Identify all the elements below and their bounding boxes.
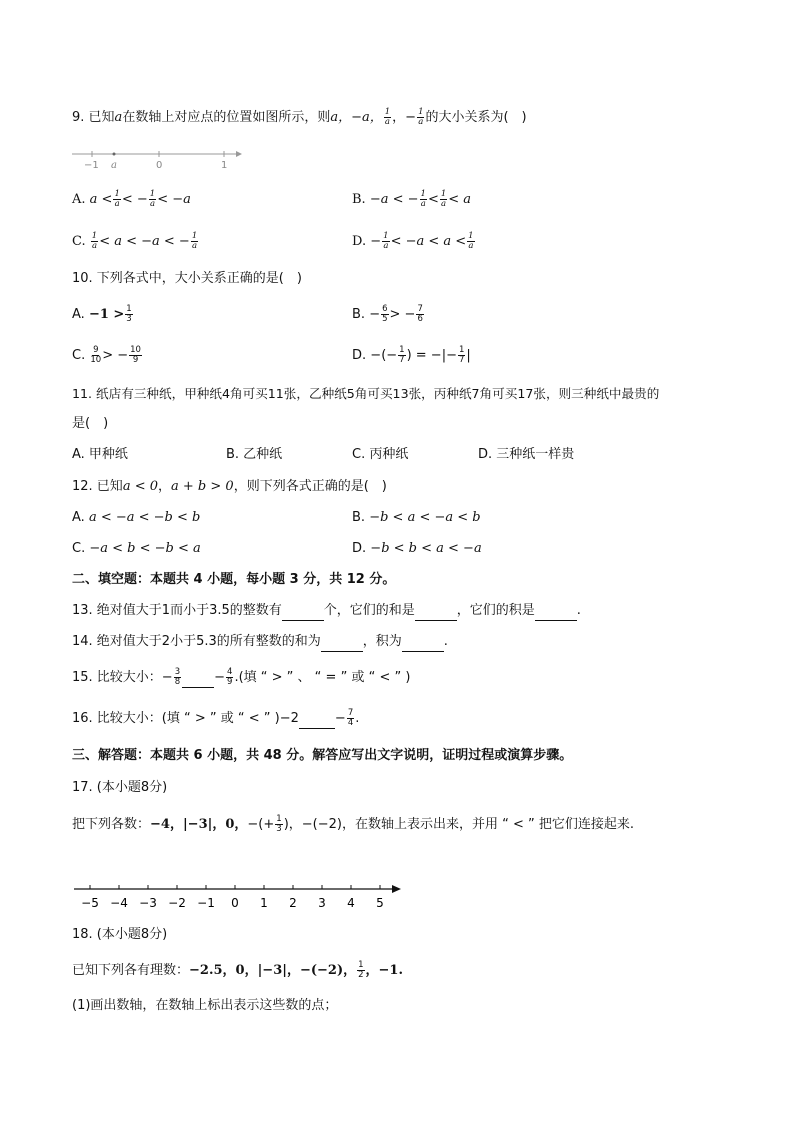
frac-den: 5: [382, 314, 388, 324]
frac: [113, 190, 120, 209]
q9-frac2: [417, 108, 424, 127]
q17-text: ，−(−2)，在数轴上表示出来，并用 “ < ” 把它们连接起来.: [288, 817, 634, 832]
q11-stem-line1: 11. 纸店有三种纸，甲种纸4角可买11张，乙种纸5角可买13张，丙种纸7角可买17张，则三种纸中最贵的: [72, 386, 660, 401]
axis-tick-label: 2: [289, 896, 297, 910]
q14-text: ，积为: [362, 634, 402, 649]
opt-text: −b < a < −a < b: [369, 510, 481, 525]
q14-text: .: [443, 634, 448, 649]
frac-num: 7: [347, 708, 354, 718]
q9-option-c: [72, 232, 199, 252]
q9-var: a: [114, 110, 123, 125]
q17-text: 把下列各数：: [72, 817, 151, 832]
answer-blank[interactable]: [182, 673, 214, 688]
q17-text: −(+: [247, 817, 275, 832]
frac-num: 1: [383, 231, 389, 241]
q12-option-a: [72, 508, 200, 528]
opt-label: C.: [72, 541, 86, 556]
axis-tick-label: −4: [110, 896, 128, 910]
q9-option-d: [352, 232, 476, 252]
q13-text: .: [576, 603, 581, 618]
q9-sep: ，−: [392, 110, 417, 125]
q9-option-b: [352, 190, 471, 210]
opt-label: D.: [352, 541, 367, 556]
q18-numbers: ，−1.: [365, 963, 403, 978]
q10-option-b: [352, 305, 425, 325]
q12-option-c: [72, 539, 201, 559]
frac-num: 1: [468, 231, 474, 241]
opt-text: < −: [121, 192, 148, 207]
frac-den: 9: [227, 677, 233, 687]
frac-den: 8: [174, 677, 181, 687]
answer-blank[interactable]: [415, 606, 457, 621]
q14: [72, 632, 448, 652]
frac: [420, 190, 427, 209]
q10-stem: 10. 下列各式中，大小关系正确的是( ): [72, 271, 302, 286]
opt-text: |: [466, 348, 471, 363]
q12-cond1: a < 0: [122, 479, 158, 494]
frac-den: a: [114, 199, 120, 209]
frac-num: 1: [440, 189, 447, 199]
answer-blank[interactable]: [321, 637, 363, 652]
frac: [357, 961, 364, 980]
frac-num: 1: [114, 189, 120, 199]
frac-den: 2: [358, 970, 364, 980]
q16: [72, 709, 359, 729]
opt-label: B.: [352, 307, 366, 322]
q13-text: ，它们的积是: [456, 603, 535, 618]
frac-den: a: [441, 199, 447, 209]
opt-label: C.: [72, 234, 86, 249]
section-solve: 三、解答题：本题共 6 小题，共 48 分。解答应写出文字说明，证明过程或演算步骤。: [72, 748, 573, 763]
q11-option-d: D. 三种纸一样贵: [478, 447, 575, 462]
axis-tick-label: 3: [318, 896, 326, 910]
frac: [416, 305, 423, 324]
opt-text: −a < b < −b < a: [89, 541, 201, 556]
frac-den: a: [468, 241, 474, 251]
opt-text: −: [370, 234, 382, 249]
frac-den: 10: [90, 355, 102, 365]
opt-text: −: [369, 307, 381, 322]
q12-stem: [72, 477, 387, 497]
frac: [226, 668, 233, 687]
axis-tick-label: 4: [347, 896, 355, 910]
frac-num: 1: [420, 189, 426, 199]
opt-label: C.: [72, 348, 86, 363]
answer-blank[interactable]: [402, 637, 444, 652]
opt-text: ) = −|−: [406, 348, 457, 363]
frac: [382, 232, 389, 251]
opt-label: A.: [72, 510, 85, 525]
q12-option-b: [352, 508, 481, 528]
frac-num: 1: [358, 960, 364, 970]
frac: [174, 668, 181, 687]
frac-den: 6: [417, 314, 423, 324]
q18-stem: [72, 961, 403, 981]
frac-num: 1: [384, 107, 391, 117]
q11-stem-line2: 是( ): [72, 416, 109, 431]
opt-text: −1 >: [88, 307, 125, 322]
q16-text: .: [355, 711, 360, 726]
opt-label: B.: [352, 510, 366, 525]
q12-suffix: ，则下列各式正确的是( ): [233, 479, 387, 494]
frac: [149, 190, 156, 209]
opt-label: D.: [352, 234, 367, 249]
opt-label: D.: [352, 348, 367, 363]
nl-label-a: a: [111, 160, 117, 171]
opt-text: < a: [448, 192, 472, 207]
frac-num: 3: [174, 667, 181, 677]
frac: [440, 190, 447, 209]
opt-label: A.: [72, 192, 86, 207]
opt-text: a <: [89, 192, 113, 207]
q9-option-a: [72, 190, 191, 210]
frac: [467, 232, 474, 251]
frac-num: 7: [417, 304, 423, 314]
frac-num: 10: [130, 345, 141, 355]
q18-numbers: −2.5，0，|−3|，−(−2)，: [189, 963, 357, 978]
opt-text: < −a: [157, 192, 191, 207]
frac-den: a: [418, 117, 424, 127]
frac: [381, 305, 388, 324]
q10-option-a: [72, 305, 134, 325]
frac-den: 9: [132, 355, 139, 365]
q17-stem: [72, 815, 634, 835]
answer-blank[interactable]: [535, 606, 577, 621]
frac: [458, 346, 465, 365]
q18-title: 18. (本小题8分): [72, 927, 168, 942]
axis-tick-label: −1: [197, 896, 215, 910]
q12-cond2: a + b > 0: [171, 479, 234, 494]
frac-den: a: [91, 241, 98, 251]
q13: [72, 601, 581, 621]
frac-den: 7: [458, 355, 465, 365]
frac-num: 1: [276, 814, 282, 824]
q10-option-d: [352, 346, 471, 366]
q9-frac1: [384, 108, 391, 127]
frac-num: 1: [399, 345, 405, 355]
q17-text: ): [283, 817, 289, 832]
q9-prefix: 9. 已知: [72, 110, 115, 125]
q17-number-line: [70, 880, 405, 912]
axis-tick-label: 5: [376, 896, 384, 910]
opt-text: > −: [389, 307, 416, 322]
frac-num: 1: [126, 304, 132, 314]
q16-text: −: [334, 711, 346, 726]
q9-list: a，−a，: [330, 110, 383, 125]
nl-label-neg1: −1: [84, 160, 99, 171]
answer-blank[interactable]: [282, 606, 324, 621]
axis-tick-label: −3: [139, 896, 157, 910]
axis-tick-label: 1: [260, 896, 268, 910]
frac-num: 4: [227, 667, 233, 677]
q12-option-d: [352, 539, 482, 559]
frac: [91, 232, 98, 251]
axis-tick-label: −5: [81, 896, 99, 910]
q15: [72, 668, 410, 688]
opt-label: B.: [352, 192, 366, 207]
q12-sep: ，: [158, 479, 172, 494]
q16-text: 16. 比较大小：(填 “ > ” 或 “ < ” )−2: [72, 711, 299, 726]
frac-num: 1: [191, 231, 198, 241]
frac-den: a: [420, 199, 426, 209]
q12-prefix: 12. 已知: [72, 479, 123, 494]
frac-den: 7: [399, 355, 405, 365]
q15-text: 15. 比较大小：−: [72, 670, 173, 685]
nl-label-1: 1: [221, 160, 228, 171]
frac: [129, 346, 142, 365]
frac-num: 1: [91, 231, 98, 241]
q11-option-a: A. 甲种纸: [72, 447, 128, 462]
frac-den: a: [383, 241, 389, 251]
section-fill-in: 二、填空题：本题共 4 小题，每小题 3 分，共 12 分。: [72, 572, 396, 587]
q18-text: 已知下列各有理数：: [72, 963, 190, 978]
frac-num: 1: [458, 345, 465, 355]
axis-tick-label: −2: [168, 896, 186, 910]
q15-text: −: [214, 670, 226, 685]
answer-blank[interactable]: [299, 714, 335, 729]
frac-den: 4: [347, 718, 354, 728]
q14-text: 14. 绝对值大于2小于5.3的所有整数的和为: [72, 634, 321, 649]
frac-num: 9: [93, 345, 99, 355]
frac: [275, 815, 282, 834]
opt-text: −b < b < a < −a: [370, 541, 482, 556]
q15-text: .(填 “ > ” 、 “ = ” 或 “ < ” ): [234, 670, 411, 685]
opt-text: <: [427, 192, 439, 207]
opt-text: < a < −a < −: [99, 234, 190, 249]
q13-text: 个，它们的和是: [323, 603, 415, 618]
q18-subquestion-1: (1)画出数轴，在数轴上标出表示这些数的点；: [72, 998, 338, 1013]
q17-title: 17. (本小题8分): [72, 780, 168, 795]
opt-text: < −a < a <: [390, 234, 467, 249]
axis-tick-label: 0: [231, 896, 239, 910]
frac-den: 3: [126, 314, 132, 324]
q17-numbers: −4，|−3|，0，: [150, 817, 248, 832]
q11-option-b: B. 乙种纸: [226, 447, 283, 462]
frac: [347, 709, 354, 728]
q10-option-c: [72, 346, 143, 366]
frac-den: a: [192, 241, 198, 251]
q13-text: 13. 绝对值大于1而小于3.5的整数有: [72, 603, 282, 618]
frac-den: a: [149, 199, 156, 209]
q9-stem: [72, 108, 527, 128]
frac: [191, 232, 198, 251]
opt-text: −(−: [370, 348, 398, 363]
frac-num: 1: [149, 189, 156, 199]
frac: [125, 305, 132, 324]
opt-label: A.: [72, 307, 85, 322]
q9-suffix: 的大小关系为( ): [425, 110, 527, 125]
opt-text: −a < −: [369, 192, 419, 207]
frac-den: a: [384, 117, 390, 127]
frac: [90, 346, 101, 365]
q9-mid: 在数轴上对应点的位置如图所示，则: [122, 110, 331, 125]
opt-text: > −: [102, 348, 129, 363]
frac-num: 1: [418, 107, 424, 117]
frac-num: 6: [382, 304, 388, 314]
q9-number-line: [72, 148, 242, 176]
opt-text: a < −a < −b < b: [88, 510, 201, 525]
frac: [398, 346, 405, 365]
q11-option-c: C. 丙种纸: [352, 447, 409, 462]
frac-den: 3: [276, 824, 282, 834]
nl-label-0: 0: [156, 160, 163, 171]
